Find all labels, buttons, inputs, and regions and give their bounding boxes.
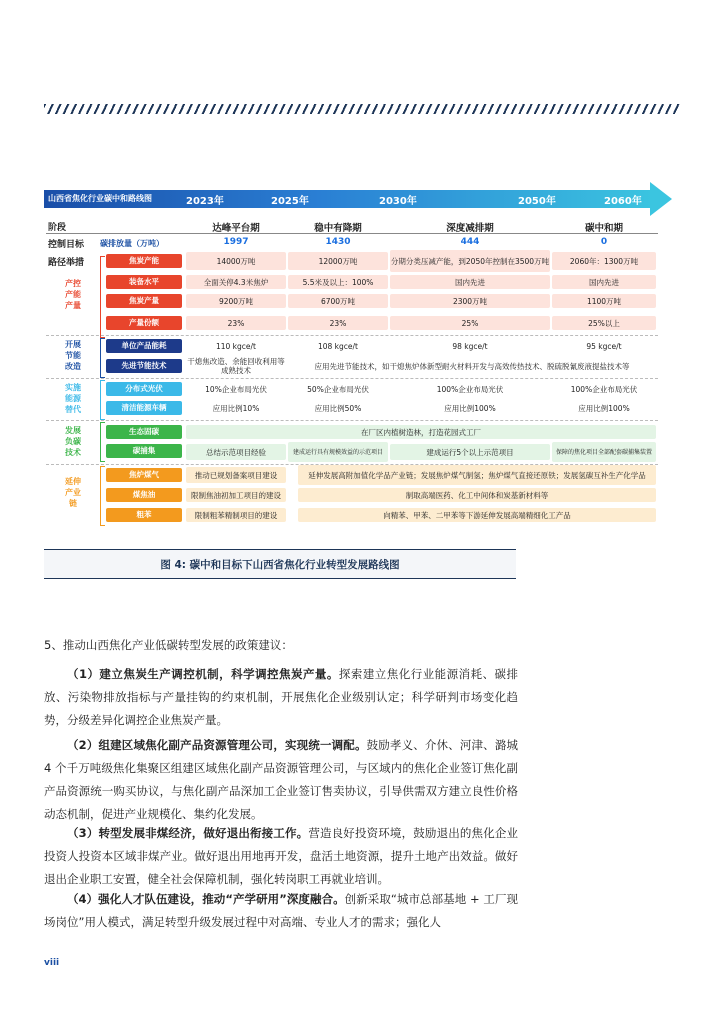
year-2025: 2025年 (271, 196, 309, 207)
cell: 100%企业布局光伏 (436, 384, 504, 394)
target-4: 0 (600, 237, 608, 247)
tag-tar: 煤焦油 (106, 488, 182, 502)
cell: 建成运行5个以上示范项目 (390, 444, 550, 460)
tag-coke-capacity: 焦炭产能 (106, 254, 182, 268)
target-1: 1997 (223, 237, 249, 247)
target-3: 444 (460, 237, 480, 247)
phase-1: 达峰平台期 (212, 223, 260, 234)
tag-vehicles: 清洁能源车辆 (106, 401, 182, 415)
phase-3: 深度减排期 (446, 223, 494, 234)
group-sink: 发展 负碳 技术 (65, 426, 81, 457)
cell: 9200万吨 (186, 294, 286, 308)
group-bracket-chain (100, 466, 105, 526)
cell: 推动已规划备案项目建设 (186, 467, 286, 483)
cell: 国内先进 (390, 275, 550, 289)
cell: 108 kgce/t (317, 341, 358, 351)
phase-4: 碳中和期 (584, 223, 623, 234)
group-renewable: 实施 能源 替代 (65, 383, 81, 414)
section-title: 5、推动山西焦化产业低碳转型发展的政策建议： (44, 638, 293, 652)
paragraph-text: 探索建立焦化行业能源消耗、碳排放、污染物排放指标与产量挂钩的约束机制，开展焦化企业级别认定；科学研判市场变化趋势，分级差异化调控企业焦炭产量。 (44, 667, 519, 727)
cell: 建成运行具有规模效益的示范项目 (288, 442, 388, 462)
cell: 限制粗苯精制项目的建设 (186, 508, 286, 522)
cell: 向精苯、甲苯、二甲苯等下游延伸发展高端精细化工产品 (298, 508, 656, 522)
paragraph-1 (44, 663, 518, 732)
cell: 110 kgce/t (215, 341, 256, 351)
tag-output-share: 产量份额 (106, 316, 182, 330)
timeline-arrow (44, 182, 676, 216)
cell: 国内先进 (552, 275, 656, 289)
cell: 10%企业布局光伏 (205, 384, 267, 394)
cell: 25%以上 (552, 316, 656, 330)
phase-2: 稳中有降期 (314, 223, 362, 234)
cell: 保障的焦化项目全部配套碳捕集装置 (552, 442, 656, 462)
cell: 应用比例100% (578, 403, 630, 413)
cell: 14000万吨 (186, 252, 286, 270)
group-bracket-capacity (100, 256, 105, 338)
roadmap-figure (44, 182, 676, 532)
divider (46, 335, 658, 336)
tag-equipment: 装备水平 (106, 275, 182, 289)
paragraph-2 (44, 734, 518, 826)
cell: 应用比例10% (212, 403, 260, 413)
phase-label: 阶段 (48, 223, 67, 233)
decorative-hatch-divider (44, 104, 680, 114)
target-label: 控制目标 (48, 240, 85, 250)
tag-ccus: 碳捕集 (106, 444, 182, 458)
figure-caption (44, 549, 516, 579)
cell: 2060年：1300万吨 (552, 252, 656, 270)
cell: 12000万吨 (288, 252, 388, 270)
paragraph-lead: （2）组建区域焦化副产品资源管理公司，实现统一调配。 (67, 738, 367, 752)
year-2023: 2023年 (186, 196, 224, 207)
cell: 全面关停4.3米焦炉 (186, 275, 286, 289)
cell: 制取高端医药、化工中间体和炭基新材料等 (298, 488, 656, 502)
paragraph-text: 鼓励孝义、介休、河津、潞城 4 个千万吨级焦化集聚区组建区域焦化副产品资源管理公司，与区域内的焦化企业签订焦化副产品资源统一购买协议，与焦化副产品深加工企业签订售卖协议，引导供需双方建立良性价格动态机制，促进产业规模化、集约化发展。 (44, 738, 519, 821)
tag-unit-energy: 单位产品能耗 (106, 339, 182, 353)
cell: 应用先进节能技术，如干熄焦炉体新型耐火材料开发与高效传热技术、脱硫脱氰废液提盐技术等 (314, 361, 630, 371)
cell: 23% (288, 316, 388, 330)
paragraph-lead: （3）转型发展非煤经济，做好退出衔接工作。 (67, 826, 309, 840)
path-label: 路径举措 (48, 258, 85, 268)
divider (46, 378, 658, 379)
cell: 限制焦油初加工项目的建设 (186, 488, 286, 502)
cell: 50%企业布局光伏 (307, 384, 369, 394)
tag-benzene: 粗苯 (106, 508, 182, 522)
group-capacity: 产控 产能 产量 (65, 279, 81, 310)
paragraph-4 (44, 888, 518, 934)
cell: 5.5米及以上：100% (288, 275, 388, 289)
group-bracket-sink (100, 422, 105, 462)
cell: 应用比例50% (314, 403, 362, 413)
target-sub-label: 碳排放量（万吨） (100, 239, 164, 248)
divider (46, 420, 658, 421)
target-2: 1430 (325, 237, 351, 247)
roadmap-title: 山西省焦化行业碳中和路线图 (48, 194, 152, 203)
cell: 1100万吨 (552, 294, 656, 308)
paragraph-lead: （4）强化人才队伍建设，推动“产学研用”深度融合。 (67, 892, 345, 906)
paragraph-text: 营造良好投资环境，鼓励退出的焦化企业投资人投资本区域非煤产业。做好退出用地再开发，盘活土地资源，提升土地产出效益。做好退出企业职工安置，健全社会保障机制，强化转岗职工再就业培训。 (44, 826, 519, 886)
cell: 98 kgce/t (452, 341, 488, 351)
cell: 25% (390, 316, 550, 330)
tag-pv: 分布式光伏 (106, 382, 182, 396)
page-number: viii (44, 958, 60, 968)
cell: 在厂区内植树造林，打造花园式工厂 (186, 425, 656, 439)
cell: 总结示范项目经验 (186, 444, 286, 460)
figure-caption-text: 图 4: 碳中和目标下山西省焦化行业转型发展路线图 (160, 559, 400, 571)
cell: 95 kgce/t (586, 341, 622, 351)
group-chain: 延伸 产业 链 (65, 477, 81, 508)
tag-tech: 先进节能技术 (106, 359, 182, 373)
cell: 分期分类压减产能，到2050年控制在3500万吨 (390, 250, 550, 272)
cell: 100%企业布局光伏 (570, 384, 638, 394)
cell: 干熄焦改造、余能回收利用等成熟技术 (187, 357, 285, 375)
cell: 应用比例100% (444, 403, 496, 413)
cell: 延伸发展高附加值化学品产业链；发展焦炉煤气制氢；焦炉煤气直接还原铁；发展氢碳互补生产化学品 (298, 465, 656, 485)
cell: 2300万吨 (390, 294, 550, 308)
year-2050: 2050年 (518, 196, 556, 207)
tag-eco: 生态固碳 (106, 425, 182, 439)
paragraph-3 (44, 822, 518, 891)
year-2060: 2060年 (604, 196, 642, 207)
group-bracket-energy (100, 338, 105, 378)
paragraph-text: 创新采取“城市总部基地 + 工厂现场岗位”用人模式，满足转型升级发展过程中对高端、专业人才的需求；强化人 (44, 892, 519, 929)
tag-gas: 焦炉煤气 (106, 468, 182, 482)
tag-coke-output: 焦炭产量 (106, 294, 182, 308)
group-energy: 开展 节能 改造 (65, 340, 81, 371)
group-bracket-renewable (100, 380, 105, 420)
cell: 6700万吨 (288, 294, 388, 308)
header-divider (46, 233, 658, 234)
cell: 23% (186, 316, 286, 330)
year-2030: 2030年 (379, 196, 417, 207)
paragraph-lead: （1）建立焦炭生产调控机制，科学调控焦炭产量。 (67, 667, 339, 681)
